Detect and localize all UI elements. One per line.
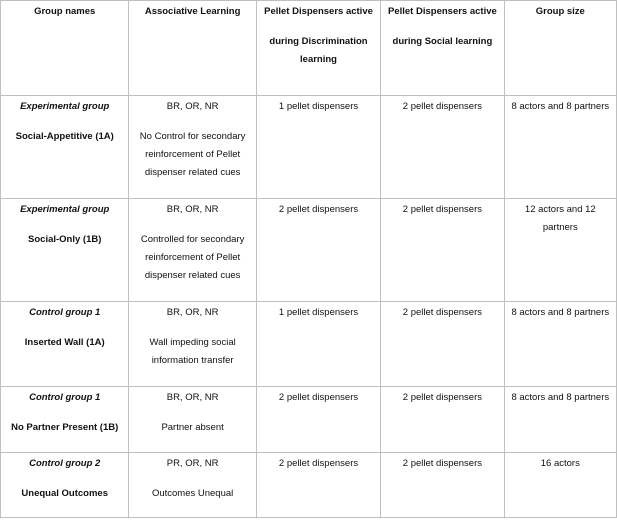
header-social-line1: Pellet Dispensers active xyxy=(388,6,497,17)
discrimination-value: 1 pellet dispensers xyxy=(278,307,359,318)
group-size-value: 16 actors xyxy=(540,458,580,469)
group-name-cell xyxy=(1,302,129,387)
assoc-note-2: reinforcement of Pellet xyxy=(145,252,241,263)
assoc-note-2: information transfer xyxy=(151,355,234,366)
header-discrimination-line1: Pellet Dispensers active xyxy=(264,6,373,17)
header-group-names: Group names xyxy=(34,6,96,17)
group-type: Experimental group xyxy=(20,101,110,112)
group-size-value: 12 actors and 12 xyxy=(524,204,596,215)
assoc-note-1: Wall impeding social xyxy=(149,337,236,348)
table-row xyxy=(1,302,617,387)
group-size-cell xyxy=(504,387,616,453)
header-cell-associative-learning xyxy=(129,1,256,96)
assoc-note-3: dispenser related cues xyxy=(144,167,241,178)
group-type: Control group 1 xyxy=(29,307,101,318)
assoc-note-1: No Control for secondary xyxy=(139,131,246,142)
group-size-value: 8 actors and 8 partners xyxy=(511,307,610,318)
discrimination-cell xyxy=(256,302,380,387)
associative-cell xyxy=(129,199,256,302)
group-size-value-cont: partners xyxy=(542,222,578,233)
discrimination-cell xyxy=(256,199,380,302)
discrimination-cell xyxy=(256,453,380,518)
group-name-cell xyxy=(1,387,129,453)
group-name-cell xyxy=(1,96,129,199)
social-cell xyxy=(381,199,504,302)
header-cell-social xyxy=(381,1,504,96)
social-cell xyxy=(381,302,504,387)
header-discrimination-line3: learning xyxy=(300,54,337,65)
assoc-note-1: Outcomes Unequal xyxy=(151,488,234,499)
assoc-codes: BR, OR, NR xyxy=(166,307,219,318)
social-value: 2 pellet dispensers xyxy=(402,458,482,469)
header-cell-discrimination xyxy=(256,1,380,96)
associative-cell xyxy=(129,302,256,387)
header-cell-group-names xyxy=(1,1,129,96)
discrimination-cell xyxy=(256,387,380,453)
group-size-value: 8 actors and 8 partners xyxy=(511,101,610,112)
group-size-cell xyxy=(504,199,616,302)
assoc-note-1: Partner absent xyxy=(161,422,224,433)
assoc-note-2: reinforcement of Pellet xyxy=(145,149,241,160)
assoc-note-3: dispenser related cues xyxy=(144,270,241,281)
table-row xyxy=(1,453,617,518)
social-cell xyxy=(381,387,504,453)
social-cell xyxy=(381,453,504,518)
discrimination-value: 2 pellet dispensers xyxy=(278,458,359,469)
header-social-line2: during Social learning xyxy=(392,36,493,47)
group-name: Social-Appetitive (1A) xyxy=(15,131,114,142)
social-cell xyxy=(381,96,504,199)
associative-cell xyxy=(129,387,256,453)
group-name-cell xyxy=(1,199,129,302)
assoc-codes: BR, OR, NR xyxy=(166,101,219,112)
group-type: Experimental group xyxy=(20,204,110,215)
group-name: No Partner Present (1B) xyxy=(11,422,119,433)
group-name: Unequal Outcomes xyxy=(21,488,108,499)
group-size-value: 8 actors and 8 partners xyxy=(511,392,610,403)
assoc-note-1: Controlled for secondary xyxy=(140,234,245,245)
discrimination-cell xyxy=(256,96,380,199)
discrimination-value: 2 pellet dispensers xyxy=(278,204,359,215)
header-cell-group-size xyxy=(504,1,616,96)
header-group-size: Group size xyxy=(535,6,585,17)
group-size-cell xyxy=(504,453,616,518)
group-name: Inserted Wall (1A) xyxy=(24,337,105,348)
social-value: 2 pellet dispensers xyxy=(402,307,482,318)
social-value: 2 pellet dispensers xyxy=(402,101,482,112)
associative-cell xyxy=(129,453,256,518)
associative-cell xyxy=(129,96,256,199)
group-name-cell xyxy=(1,453,129,518)
header-row xyxy=(1,1,617,96)
discrimination-value: 1 pellet dispensers xyxy=(278,101,359,112)
assoc-codes: BR, OR, NR xyxy=(166,392,219,403)
discrimination-value: 2 pellet dispensers xyxy=(278,392,359,403)
table-row xyxy=(1,96,617,199)
header-associative-learning: Associative Learning xyxy=(144,6,241,17)
group-size-cell xyxy=(504,302,616,387)
group-name: Social-Only (1B) xyxy=(28,234,102,245)
group-type: Control group 1 xyxy=(29,392,101,403)
group-type: Control group 2 xyxy=(29,458,101,469)
social-value: 2 pellet dispensers xyxy=(402,204,482,215)
table-row xyxy=(1,199,617,302)
group-size-cell xyxy=(504,96,616,199)
assoc-codes: PR, OR, NR xyxy=(166,458,219,469)
social-value: 2 pellet dispensers xyxy=(402,392,482,403)
header-discrimination-line2: during Discrimination xyxy=(269,36,368,47)
table-row xyxy=(1,387,617,453)
assoc-codes: BR, OR, NR xyxy=(166,204,219,215)
